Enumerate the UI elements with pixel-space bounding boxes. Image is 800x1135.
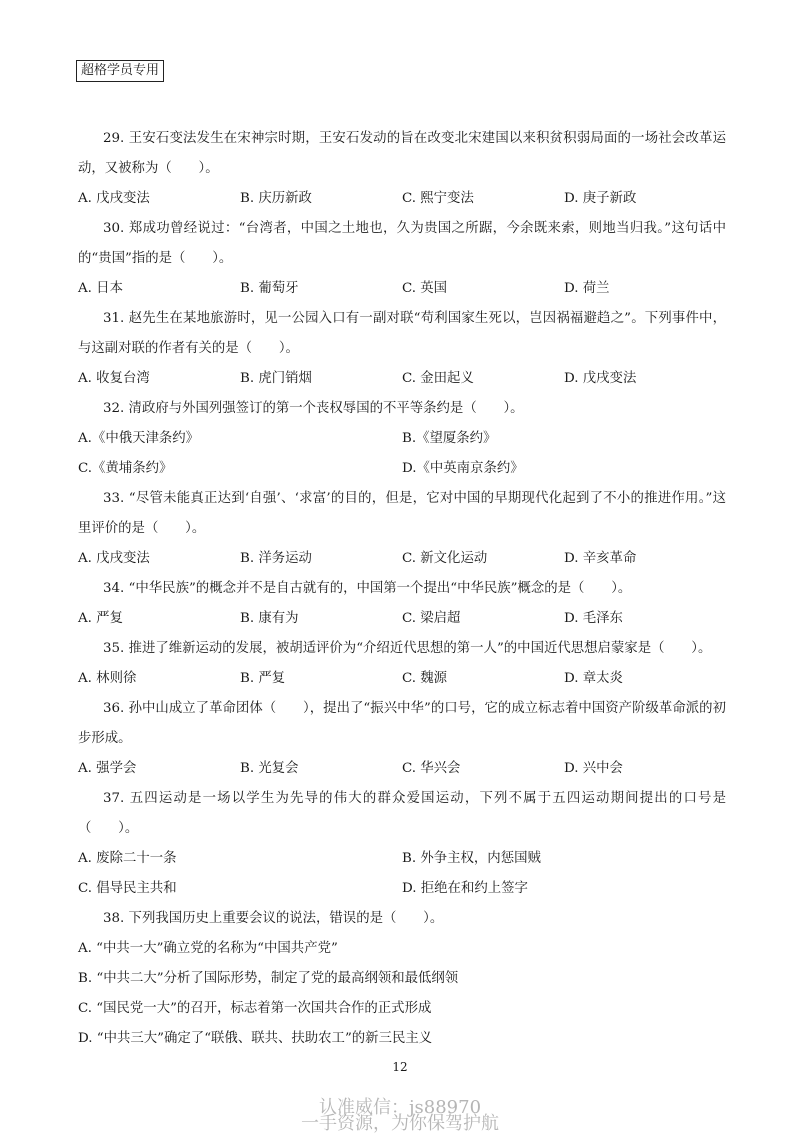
answer-option: B. 光复会: [240, 761, 299, 776]
question-list: [78, 124, 726, 1054]
question-stem: 36. 孙中山成立了革命团体（ ），提出了“振兴中华”的口号，它的成立标志着中国资产阶级革命派的初步形成。: [78, 701, 726, 746]
answer-option: B. 外争主权，内惩国贼: [402, 851, 541, 866]
answer-option: B. 洋务运动: [240, 551, 312, 566]
answer-option: B.《望厦条约》: [402, 431, 497, 446]
question-stem: 32. 清政府与外国列强签订的第一个丧权辱国的不平等条约是（ ）。: [103, 401, 524, 416]
question-item: [78, 904, 726, 1054]
answer-option: A. 戊戌变法: [78, 551, 150, 566]
question-stem: 37. 五四运动是一场以学生为先导的伟大的群众爱国运动，下列不属于五四运动期间提出的口号是（ ）。: [78, 791, 726, 836]
answer-option: A. 戊戌变法: [78, 191, 150, 206]
answer-option: C. 英国: [402, 281, 448, 296]
answer-option: A. “中共一大”确立党的名称为“中国共产党”: [78, 941, 338, 956]
question-item: [78, 574, 726, 634]
question-item: [78, 124, 726, 214]
question-stem: 33. “尽管未能真正达到‘自强’、‘求富’的目的，但是，它对中国的早期现代化起到了不小的推进作用。”这里评价的是（ ）。: [78, 491, 726, 536]
question-item: [78, 784, 726, 904]
question-stem: 35. 推进了维新运动的发展，被胡适评价为“介绍近代思想的第一人”的中国近代思想启蒙家是（ ）。: [103, 641, 712, 656]
answer-option: A. 日本: [78, 281, 123, 296]
answer-option: C. 熙宁变法: [402, 191, 474, 206]
answer-option: B. 葡萄牙: [240, 281, 299, 296]
option-group: [78, 184, 726, 214]
option-group: [78, 544, 726, 574]
question-item: [78, 214, 726, 304]
answer-option: C.《黄埔条约》: [78, 461, 173, 476]
option-group: [78, 424, 726, 484]
answer-option: C. 倡导民主共和: [78, 881, 177, 896]
answer-option: D. 庚子新政: [564, 191, 637, 206]
answer-option: B. “中共二大”分析了国际形势，制定了党的最高纲领和最低纲领: [78, 971, 459, 986]
answer-option: A. 严复: [78, 611, 123, 626]
question-stem: 29. 王安石变法发生在宋神宗时期，王安石发动的旨在改变北宋建国以来积贫积弱局面的一场社会改革运动，又被称为（ ）。: [78, 131, 726, 176]
option-group: [78, 754, 726, 784]
option-group: [78, 844, 726, 904]
answer-option: C. “国民党一大”的召开，标志着第一次国共合作的正式形成: [78, 1001, 432, 1016]
answer-option: D. 荷兰: [564, 281, 610, 296]
question-stem: 31. 赵先生在某地旅游时，见一公园入口有一副对联“苟利国家生死以，岂因祸福避趋之”。下列事件中，与这副对联的作者有关的是（ ）。: [78, 311, 726, 356]
answer-option: A. 收复台湾: [78, 371, 150, 386]
answer-option: A.《中俄天津条约》: [78, 431, 200, 446]
answer-option: D. 兴中会: [564, 761, 623, 776]
option-group: [78, 604, 726, 634]
answer-option: B. 康有为: [240, 611, 299, 626]
answer-option: D. 拒绝在和约上签字: [402, 881, 528, 896]
page-number: 12: [392, 1060, 408, 1074]
answer-option: D. 毛泽东: [564, 611, 623, 626]
answer-option: C. 梁启超: [402, 611, 461, 626]
answer-option: D. 戊戌变法: [564, 371, 637, 386]
option-group: [78, 934, 726, 1054]
watermark-line-1: 认准威信：js88970: [318, 1097, 482, 1118]
question-item: [78, 634, 726, 694]
question-stem: 30. 郑成功曾经说过：“台湾者，中国之土地也，久为贵国之所踞，今余既来索，则地当归我。”这句话中的“贵国”指的是（ ）。: [78, 221, 726, 266]
option-group: [78, 664, 726, 694]
question-stem: 34. “中华民族”的概念并不是自古就有的，中国第一个提出“中华民族”概念的是（ ）。: [103, 581, 632, 596]
student-only-badge: 超格学员专用: [76, 60, 164, 82]
answer-option: D. “中共三大”确定了“联俄、联共、扶助农工”的新三民主义: [78, 1031, 433, 1046]
answer-option: A. 强学会: [78, 761, 137, 776]
answer-option: B. 严复: [240, 671, 286, 686]
answer-option: C. 新文化运动: [402, 551, 488, 566]
watermark-line-2: 一手资源，为你保驾护航: [301, 1113, 499, 1134]
answer-option: C. 华兴会: [402, 761, 461, 776]
question-item: [78, 394, 726, 484]
option-group: [78, 274, 726, 304]
answer-option: B. 庆历新政: [240, 191, 312, 206]
answer-option: D.《中英南京条约》: [402, 461, 524, 476]
answer-option: A. 废除二十一条: [78, 851, 177, 866]
answer-option: B. 虎门销烟: [240, 371, 312, 386]
option-group: [78, 364, 726, 394]
answer-option: A. 林则徐: [78, 671, 137, 686]
question-item: [78, 304, 726, 394]
question-item: [78, 484, 726, 574]
answer-option: C. 魏源: [402, 671, 448, 686]
question-stem: 38. 下列我国历史上重要会议的说法，错误的是（ ）。: [103, 911, 444, 926]
answer-option: D. 章太炎: [564, 671, 623, 686]
answer-option: C. 金田起义: [402, 371, 474, 386]
answer-option: D. 辛亥革命: [564, 551, 637, 566]
question-item: [78, 694, 726, 784]
